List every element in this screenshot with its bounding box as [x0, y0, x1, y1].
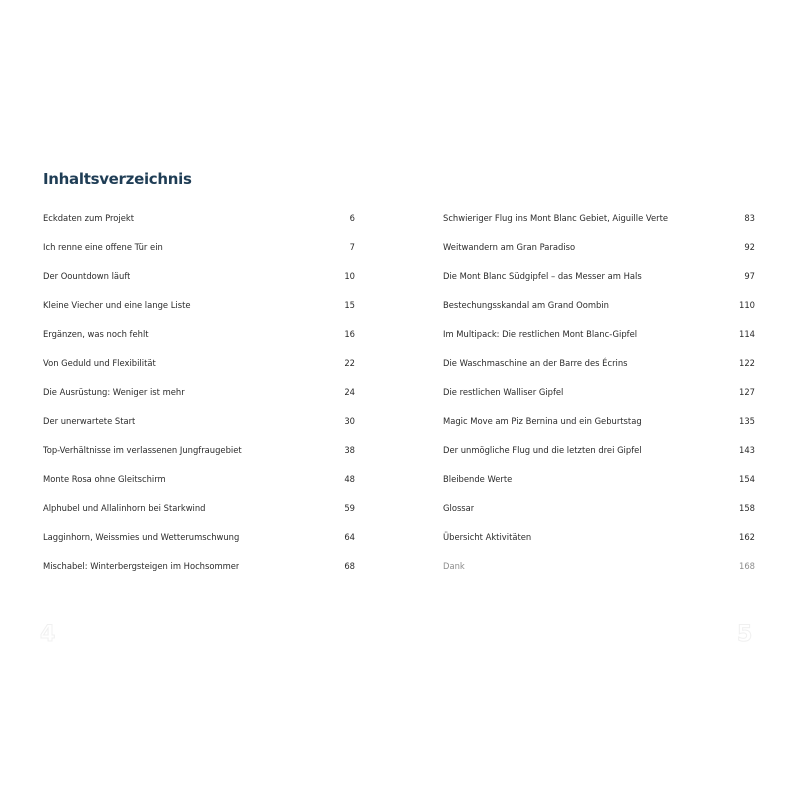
toc-entry-page-number: 110 — [739, 300, 755, 310]
toc-title: Inhaltsverzeichnis — [43, 170, 192, 188]
toc-entry-page-number: 6 — [349, 213, 355, 223]
toc-entry-page-number: 92 — [744, 242, 755, 252]
toc-entry — [443, 528, 755, 557]
toc-entry-page-number: 83 — [744, 213, 755, 223]
toc-entry — [43, 441, 355, 470]
toc-entry-title: Bleibende Werte — [443, 474, 513, 484]
toc-entry-page-number: 68 — [344, 561, 355, 571]
toc-entry-page-number: 135 — [739, 416, 755, 426]
toc-entry-page-number: 127 — [739, 387, 755, 397]
toc-entry-title: Alphubel und Allalinhorn bei Starkwind — [43, 503, 206, 513]
toc-entry-title: Ergänzen, was noch fehlt — [43, 329, 149, 339]
toc-entry — [43, 267, 355, 296]
toc-entry-title: Der Oountdown läuft — [43, 271, 131, 281]
page-number-left: 4 — [40, 622, 56, 647]
toc-entry — [443, 209, 755, 238]
toc-entry-title: Die restlichen Walliser Gipfel — [443, 387, 564, 397]
toc-entry — [443, 470, 755, 499]
toc-entry — [443, 238, 755, 267]
toc-entry-page-number: 48 — [344, 474, 355, 484]
toc-entry-title: Die Ausrüstung: Weniger ist mehr — [43, 387, 185, 397]
toc-entry — [443, 441, 755, 470]
toc-entry-title: Bestechungsskandal am Grand Oombin — [443, 300, 609, 310]
toc-entry — [443, 412, 755, 441]
toc-entry-page-number: 24 — [344, 387, 355, 397]
toc-entry — [443, 296, 755, 325]
toc-entry-title: Glossar — [443, 503, 475, 513]
toc-entry-page-number: 143 — [739, 445, 755, 455]
page-number-right: 5 — [737, 622, 753, 647]
toc-entry-title: Eckdaten zum Projekt — [43, 213, 135, 223]
toc-entry — [43, 470, 355, 499]
toc-entry — [43, 528, 355, 557]
toc-entry-page-number: 162 — [739, 532, 755, 542]
toc-entry-title: Schwieriger Flug ins Mont Blanc Gebiet, Aiguille Verte — [443, 213, 669, 223]
toc-entry-page-number: 38 — [344, 445, 355, 455]
toc-entry-title: Die Waschmaschine an der Barre des Écrins — [443, 358, 628, 368]
toc-entry — [43, 325, 355, 354]
toc-entry-title: Im Multipack: Die restlichen Mont Blanc-Gipfel — [443, 329, 638, 339]
toc-entry-page-number: 30 — [344, 416, 355, 426]
toc-entry-title: Die Mont Blanc Südgipfel – das Messer am Hals — [443, 271, 642, 281]
toc-entry — [443, 325, 755, 354]
toc-entry-page-number: 154 — [739, 474, 755, 484]
toc-entry — [443, 383, 755, 412]
toc-entry-title: Monte Rosa ohne Gleitschirm — [43, 474, 166, 484]
toc-entry-title: Der unmögliche Flug und die letzten drei Gipfel — [443, 445, 642, 455]
toc-entry — [443, 267, 755, 296]
toc-entry-page-number: 10 — [344, 271, 355, 281]
toc-entry-title: Lagginhorn, Weissmies und Wetterumschwung — [43, 532, 240, 542]
toc-entry-page-number: 64 — [344, 532, 355, 542]
toc-entry-title: Mischabel: Winterbergsteigen im Hochsommer — [43, 561, 240, 571]
toc-entry-page-number: 16 — [344, 329, 355, 339]
toc-entry-page-number: 114 — [739, 329, 755, 339]
toc-entry-title: Der unerwartete Start — [43, 416, 136, 426]
toc-entry-page-number: 158 — [739, 503, 755, 513]
toc-entry-title: Weitwandern am Gran Paradiso — [443, 242, 576, 252]
toc-entry-title: Top-Verhältnisse im verlassenen Jungfraugebiet — [43, 445, 242, 455]
toc-entry-page-number: 122 — [739, 358, 755, 368]
toc-entry-title: Kleine Viecher und eine lange Liste — [43, 300, 191, 310]
toc-entry — [43, 412, 355, 441]
toc-entry-title: Magic Move am Piz Bernina und ein Geburtstag — [443, 416, 642, 426]
toc-entry — [43, 383, 355, 412]
toc-entry-page-number: 59 — [344, 503, 355, 513]
toc-entry-page-number: 15 — [344, 300, 355, 310]
toc-entry-page-number: 22 — [344, 358, 355, 368]
toc-entry-title: Übersicht Aktivitäten — [443, 532, 532, 542]
toc-column-left — [43, 209, 355, 586]
toc-entry-title: Ich renne eine offene Tür ein — [43, 242, 163, 252]
toc-entry — [443, 499, 755, 528]
toc-entry — [43, 296, 355, 325]
toc-entry — [443, 354, 755, 383]
toc-column-right — [443, 209, 755, 586]
toc-entry — [43, 238, 355, 267]
toc-entry-page-number: 7 — [349, 242, 355, 252]
toc-entry — [43, 499, 355, 528]
toc-entry-page-number: 168 — [739, 561, 755, 571]
toc-entry-title: Von Geduld und Flexibilität — [43, 358, 156, 368]
toc-entry-page-number: 97 — [744, 271, 755, 281]
toc-entry — [43, 209, 355, 238]
toc-entry — [43, 557, 355, 586]
toc-entry — [443, 557, 755, 586]
toc-entry — [43, 354, 355, 383]
toc-entry-title: Dank — [443, 561, 465, 571]
